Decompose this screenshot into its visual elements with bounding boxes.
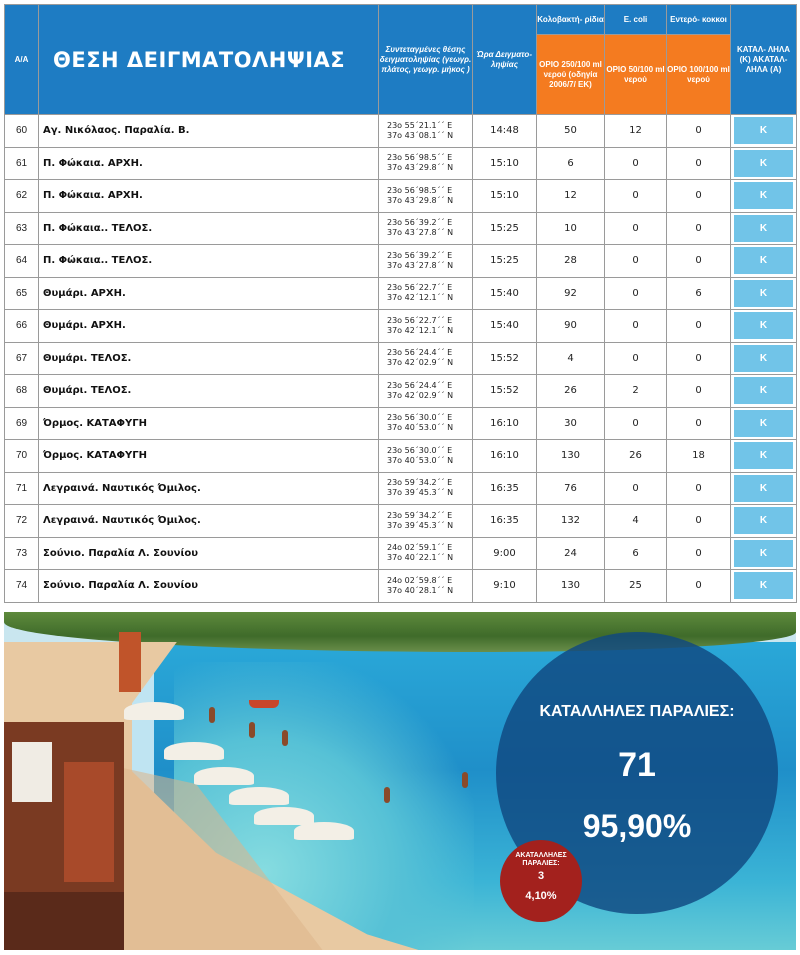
row-number: 68 bbox=[5, 375, 39, 408]
sampling-time: 15:25 bbox=[473, 212, 537, 245]
suitability-cell bbox=[731, 147, 797, 180]
coordinate-lat: 23ο 56΄98.5΄΄ E bbox=[387, 153, 453, 163]
coordinates bbox=[379, 245, 473, 278]
photo-lifeguard-tower bbox=[119, 632, 141, 692]
sampling-location: Λεγραινά. Ναυτικός Όμιλος. bbox=[39, 472, 379, 505]
ecoli-value: 0 bbox=[605, 310, 667, 343]
enterococci-value: 18 bbox=[667, 440, 731, 473]
sampling-location: Λεγραινά. Ναυτικός Όμιλος. bbox=[39, 505, 379, 538]
photo-person bbox=[462, 772, 468, 788]
status-badge: Κ bbox=[734, 540, 793, 567]
coordinates bbox=[379, 375, 473, 408]
sampling-time: 15:40 bbox=[473, 277, 537, 310]
table-row bbox=[5, 245, 797, 278]
coordinates bbox=[379, 537, 473, 570]
coordinate-lon: 37ο 39΄45.3΄΄ N bbox=[387, 488, 454, 498]
coliform-value: 76 bbox=[537, 472, 605, 505]
enterococci-value: 0 bbox=[667, 147, 731, 180]
row-number: 61 bbox=[5, 147, 39, 180]
ecoli-value: 0 bbox=[605, 407, 667, 440]
sampling-location: Όρμος. ΚΑΤΑΦΥΓΗ bbox=[39, 440, 379, 473]
photo-person bbox=[282, 730, 288, 746]
ecoli-value: 0 bbox=[605, 212, 667, 245]
photo-building-window bbox=[12, 742, 52, 802]
unsuitable-beaches-count: 3 bbox=[537, 870, 545, 882]
row-number: 60 bbox=[5, 115, 39, 148]
status-badge: Κ bbox=[734, 442, 793, 469]
row-number: 64 bbox=[5, 245, 39, 278]
enterococci-value: 0 bbox=[667, 570, 731, 603]
coliform-value: 6 bbox=[537, 147, 605, 180]
sampling-location: Σούνιο. Παραλία Λ. Σουνίου bbox=[39, 570, 379, 603]
row-number: 74 bbox=[5, 570, 39, 603]
coordinate-lat: 23ο 56΄24.4΄΄ E bbox=[387, 348, 453, 358]
coordinate-lon: 37ο 43΄29.8΄΄ N bbox=[387, 195, 454, 205]
table-row bbox=[5, 537, 797, 570]
suitability-cell bbox=[731, 537, 797, 570]
status-badge: Κ bbox=[734, 377, 793, 404]
table-row bbox=[5, 180, 797, 213]
coliform-value: 92 bbox=[537, 277, 605, 310]
row-number: 70 bbox=[5, 440, 39, 473]
sampling-location: Π. Φώκαια. ΑΡΧΗ. bbox=[39, 147, 379, 180]
table-row bbox=[5, 310, 797, 343]
enterococci-value: 0 bbox=[667, 537, 731, 570]
coordinates bbox=[379, 147, 473, 180]
suitability-cell bbox=[731, 440, 797, 473]
coliform-value: 50 bbox=[537, 115, 605, 148]
coliform-value: 4 bbox=[537, 342, 605, 375]
status-badge: Κ bbox=[734, 507, 793, 534]
header-aa: Α/Α bbox=[5, 5, 39, 115]
header-enterococci-limit: ΟΡΙΟ 100/100 ml νερού bbox=[667, 35, 731, 115]
photo-person bbox=[384, 787, 390, 803]
photo-building-base bbox=[4, 892, 124, 950]
photo-umbrella bbox=[124, 702, 184, 720]
enterococci-value: 0 bbox=[667, 310, 731, 343]
sampling-time: 14:48 bbox=[473, 115, 537, 148]
enterococci-value: 0 bbox=[667, 375, 731, 408]
coliform-value: 26 bbox=[537, 375, 605, 408]
sampling-time: 16:35 bbox=[473, 505, 537, 538]
table-row bbox=[5, 115, 797, 148]
coordinate-lat: 23ο 56΄39.2΄΄ E bbox=[387, 250, 453, 260]
header-coliform-limit: ΟΡΙΟ 250/100 ml νερού (οδηγία 2006/7/ ΕΚ) bbox=[537, 35, 605, 115]
coordinates bbox=[379, 277, 473, 310]
sampling-location: Όρμος. ΚΑΤΑΦΥΓΗ bbox=[39, 407, 379, 440]
header-coliform: Κολοβακτή- ρίδια bbox=[537, 5, 605, 35]
coordinate-lat: 23ο 59΄34.2΄΄ E bbox=[387, 510, 453, 520]
table-row bbox=[5, 375, 797, 408]
status-badge: Κ bbox=[734, 150, 793, 177]
sampling-location: Αγ. Νικόλαος. Παραλία. Β. bbox=[39, 115, 379, 148]
table-body bbox=[5, 115, 797, 603]
ecoli-value: 0 bbox=[605, 245, 667, 278]
ecoli-value: 6 bbox=[605, 537, 667, 570]
enterococci-value: 0 bbox=[667, 180, 731, 213]
enterococci-value: 0 bbox=[667, 472, 731, 505]
row-number: 69 bbox=[5, 407, 39, 440]
coordinates bbox=[379, 115, 473, 148]
suitability-cell bbox=[731, 472, 797, 505]
coliform-value: 28 bbox=[537, 245, 605, 278]
header-suitability: ΚΑΤΑΛ- ΛΗΛΑ (Κ) ΑΚΑΤΑΛ- ΛΗΛΑ (Α) bbox=[731, 5, 797, 115]
row-number: 63 bbox=[5, 212, 39, 245]
ecoli-value: 0 bbox=[605, 147, 667, 180]
header-sampling-time: Ώρα Δειγματο- ληψίας bbox=[473, 5, 537, 115]
suitability-cell bbox=[731, 310, 797, 343]
coordinate-lon: 37ο 40΄28.1΄΄ N bbox=[387, 585, 454, 595]
table-row bbox=[5, 440, 797, 473]
enterococci-value: 0 bbox=[667, 342, 731, 375]
coordinate-lat: 23ο 56΄39.2΄΄ E bbox=[387, 218, 453, 228]
enterococci-value: 0 bbox=[667, 115, 731, 148]
coliform-value: 30 bbox=[537, 407, 605, 440]
coliform-value: 10 bbox=[537, 212, 605, 245]
report-table-container bbox=[4, 4, 796, 603]
coordinates bbox=[379, 407, 473, 440]
coordinate-lon: 37ο 42΄02.9΄΄ N bbox=[387, 390, 454, 400]
photo-building bbox=[4, 722, 124, 950]
suitable-beaches-count: 71 bbox=[618, 746, 656, 784]
sampling-time: 16:10 bbox=[473, 407, 537, 440]
header-enterococci: Εντερό- κοκκοι bbox=[667, 5, 731, 35]
coliform-value: 132 bbox=[537, 505, 605, 538]
header-ecoli-limit: ΟΡΙΟ 50/100 ml νερού bbox=[605, 35, 667, 115]
header-location: ΘΕΣΗ ΔΕΙΓΜΑΤΟΛΗΨΙΑΣ bbox=[39, 5, 379, 115]
coliform-value: 90 bbox=[537, 310, 605, 343]
enterococci-value: 6 bbox=[667, 277, 731, 310]
photo-person bbox=[249, 722, 255, 738]
suitability-cell bbox=[731, 277, 797, 310]
row-number: 62 bbox=[5, 180, 39, 213]
coordinate-lon: 37ο 43΄27.8΄΄ N bbox=[387, 228, 454, 238]
photo-umbrella bbox=[164, 742, 224, 760]
table-row bbox=[5, 505, 797, 538]
table-row bbox=[5, 277, 797, 310]
table-row bbox=[5, 342, 797, 375]
ecoli-value: 4 bbox=[605, 505, 667, 538]
status-badge: Κ bbox=[734, 345, 793, 372]
table-row bbox=[5, 147, 797, 180]
row-number: 71 bbox=[5, 472, 39, 505]
sampling-location: Θυμάρι. ΤΕΛΟΣ. bbox=[39, 375, 379, 408]
unsuitable-beaches-label: ΑΚΑΤΑΛΛΗΛΕΣ ΠΑΡΑΛΙΕΣ: bbox=[515, 852, 567, 867]
coordinate-lon: 37ο 43΄27.8΄΄ N bbox=[387, 260, 454, 270]
sampling-time: 15:10 bbox=[473, 180, 537, 213]
coordinates bbox=[379, 505, 473, 538]
enterococci-value: 0 bbox=[667, 212, 731, 245]
header-ecoli: E. coli bbox=[605, 5, 667, 35]
sampling-time: 15:25 bbox=[473, 245, 537, 278]
ecoli-value: 0 bbox=[605, 472, 667, 505]
coordinate-lat: 23ο 56΄30.0΄΄ E bbox=[387, 413, 453, 423]
sampling-time: 9:00 bbox=[473, 537, 537, 570]
suitability-cell bbox=[731, 505, 797, 538]
coordinate-lon: 37ο 42΄12.1΄΄ N bbox=[387, 293, 454, 303]
suitability-cell bbox=[731, 570, 797, 603]
ecoli-value: 0 bbox=[605, 342, 667, 375]
table-row bbox=[5, 570, 797, 603]
status-badge: Κ bbox=[734, 117, 793, 144]
photo-person bbox=[209, 707, 215, 723]
coordinate-lat: 23ο 56΄30.0΄΄ E bbox=[387, 445, 453, 455]
coliform-value: 12 bbox=[537, 180, 605, 213]
coliform-value: 130 bbox=[537, 570, 605, 603]
coordinates bbox=[379, 342, 473, 375]
coordinate-lat: 24ο 02΄59.1΄΄ E bbox=[387, 543, 453, 553]
sampling-time: 16:10 bbox=[473, 440, 537, 473]
coordinate-lat: 23ο 56΄22.7΄΄ E bbox=[387, 283, 453, 293]
suitability-cell bbox=[731, 115, 797, 148]
ecoli-value: 2 bbox=[605, 375, 667, 408]
sampling-time: 16:35 bbox=[473, 472, 537, 505]
coordinates bbox=[379, 180, 473, 213]
status-badge: Κ bbox=[734, 475, 793, 502]
status-badge: Κ bbox=[734, 215, 793, 242]
coordinate-lon: 37ο 42΄12.1΄΄ N bbox=[387, 325, 454, 335]
photo-umbrella bbox=[194, 767, 254, 785]
status-badge: Κ bbox=[734, 410, 793, 437]
status-badge: Κ bbox=[734, 312, 793, 339]
coordinate-lon: 37ο 40΄22.1΄΄ N bbox=[387, 553, 454, 563]
enterococci-value: 0 bbox=[667, 407, 731, 440]
coordinate-lat: 23ο 56΄98.5΄΄ E bbox=[387, 185, 453, 195]
suitability-cell bbox=[731, 245, 797, 278]
photo-umbrella bbox=[229, 787, 289, 805]
header-coordinates: Συντεταγμένες θέσης δειγματοληψίας (γεωγρ. πλάτος, γεωγρ. μήκος ) bbox=[379, 5, 473, 115]
coordinate-lat: 24ο 02΄59.8΄΄ E bbox=[387, 575, 453, 585]
sampling-time: 15:52 bbox=[473, 342, 537, 375]
coordinates bbox=[379, 440, 473, 473]
coliform-value: 130 bbox=[537, 440, 605, 473]
sampling-location: Π. Φώκαια.. ΤΕΛΟΣ. bbox=[39, 245, 379, 278]
table-row bbox=[5, 407, 797, 440]
coliform-value: 24 bbox=[537, 537, 605, 570]
coordinate-lon: 37ο 39΄45.3΄΄ N bbox=[387, 520, 454, 530]
sampling-location: Σούνιο. Παραλία Λ. Σουνίου bbox=[39, 537, 379, 570]
row-number: 66 bbox=[5, 310, 39, 343]
coordinate-lon: 37ο 43΄29.8΄΄ N bbox=[387, 163, 454, 173]
ecoli-value: 12 bbox=[605, 115, 667, 148]
enterococci-value: 0 bbox=[667, 245, 731, 278]
sampling-time: 9:10 bbox=[473, 570, 537, 603]
sampling-location: Θυμάρι. ΑΡΧΗ. bbox=[39, 310, 379, 343]
suitability-cell bbox=[731, 342, 797, 375]
row-number: 67 bbox=[5, 342, 39, 375]
photo-umbrella bbox=[254, 807, 314, 825]
coordinate-lat: 23ο 59΄34.2΄΄ E bbox=[387, 478, 453, 488]
ecoli-value: 25 bbox=[605, 570, 667, 603]
coordinate-lon: 37ο 42΄02.9΄΄ N bbox=[387, 358, 454, 368]
row-number: 73 bbox=[5, 537, 39, 570]
coordinates bbox=[379, 212, 473, 245]
sampling-time: 15:40 bbox=[473, 310, 537, 343]
sampling-location: Π. Φώκαια. ΑΡΧΗ. bbox=[39, 180, 379, 213]
coordinates bbox=[379, 310, 473, 343]
row-number: 72 bbox=[5, 505, 39, 538]
ecoli-value: 0 bbox=[605, 277, 667, 310]
suitability-cell bbox=[731, 375, 797, 408]
table-row bbox=[5, 472, 797, 505]
status-badge: Κ bbox=[734, 280, 793, 307]
coordinate-lon: 37ο 40΄53.0΄΄ N bbox=[387, 423, 454, 433]
suitable-beaches-percent: 95,90% bbox=[582, 808, 692, 844]
sampling-time: 15:52 bbox=[473, 375, 537, 408]
status-badge: Κ bbox=[734, 182, 793, 209]
status-badge: Κ bbox=[734, 247, 793, 274]
status-badge: Κ bbox=[734, 572, 793, 599]
row-number: 65 bbox=[5, 277, 39, 310]
photo-building-wall bbox=[64, 762, 114, 882]
suitable-beaches-label: ΚΑΤΑΛΛΗΛΕΣ ΠΑΡΑΛΙΕΣ: bbox=[539, 703, 735, 720]
coordinate-lat: 23ο 56΄24.4΄΄ E bbox=[387, 380, 453, 390]
sampling-location: Θυμάρι. ΑΡΧΗ. bbox=[39, 277, 379, 310]
suitability-cell bbox=[731, 407, 797, 440]
beach-photo bbox=[4, 612, 796, 950]
suitability-cell bbox=[731, 212, 797, 245]
water-quality-table bbox=[4, 4, 797, 603]
sampling-location: Π. Φώκαια.. ΤΕΛΟΣ. bbox=[39, 212, 379, 245]
sampling-location: Θυμάρι. ΤΕΛΟΣ. bbox=[39, 342, 379, 375]
coordinate-lon: 37ο 40΄53.0΄΄ N bbox=[387, 455, 454, 465]
coordinates bbox=[379, 472, 473, 505]
coordinate-lat: 23ο 56΄22.7΄΄ E bbox=[387, 315, 453, 325]
photo-umbrella bbox=[294, 822, 354, 840]
unsuitable-beaches-percent: 4,10% bbox=[525, 890, 557, 902]
ecoli-value: 26 bbox=[605, 440, 667, 473]
suitability-cell bbox=[731, 180, 797, 213]
coordinate-lon: 37ο 43΄08.1΄΄ N bbox=[387, 130, 454, 140]
enterococci-value: 0 bbox=[667, 505, 731, 538]
sampling-time: 15:10 bbox=[473, 147, 537, 180]
coordinates bbox=[379, 570, 473, 603]
table-row bbox=[5, 212, 797, 245]
coordinate-lat: 23ο 55΄21.1΄΄ E bbox=[387, 120, 453, 130]
photo-pedal-boat bbox=[249, 700, 279, 708]
ecoli-value: 0 bbox=[605, 180, 667, 213]
